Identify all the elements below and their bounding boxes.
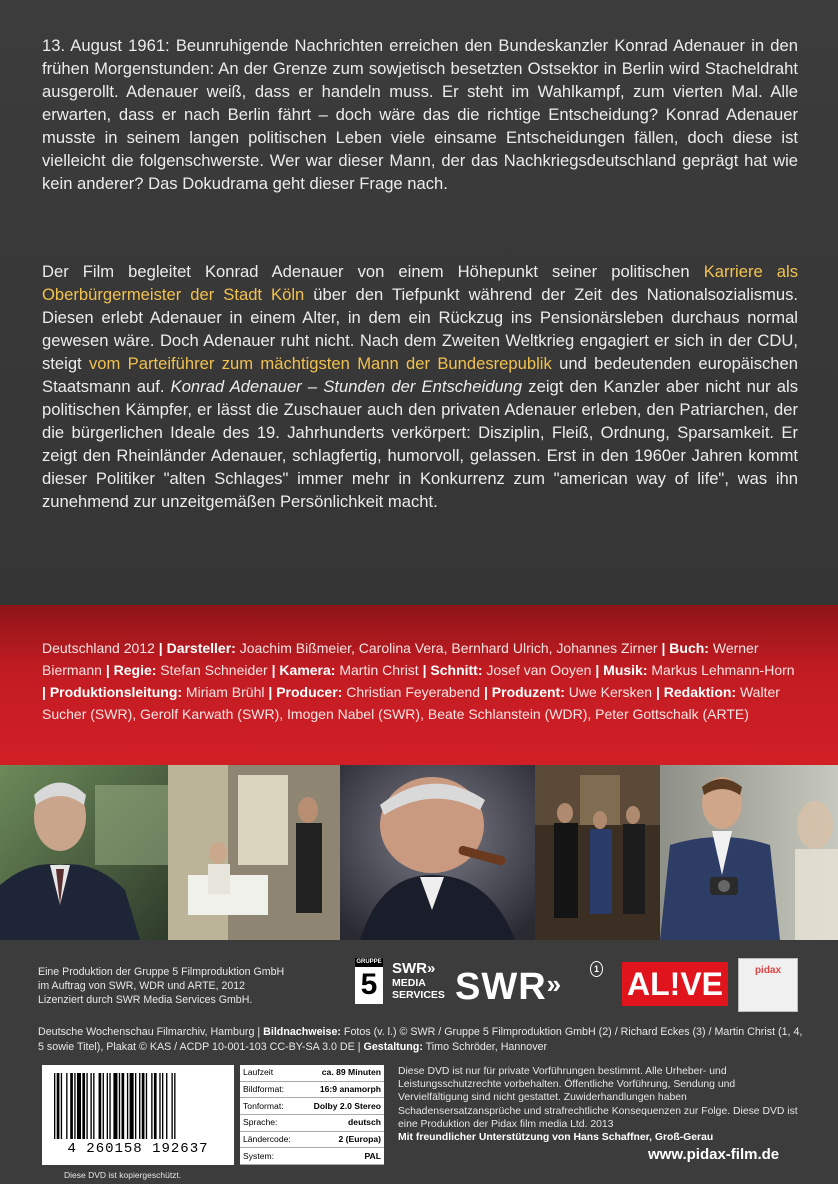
credit-produktionsleitung: Miriam Brühl — [182, 684, 265, 700]
spec-row — [240, 1065, 384, 1081]
credit-country-year: Deutschland 2012 — [42, 640, 155, 656]
film-still-1 — [0, 765, 168, 940]
legal-text: Diese DVD ist nur für private Vorführungen bestimmt. Alle Urheber- und Leistungsschutzrechte vorbehalten. Öffentliche Vorführung, Sendung und Vervielfältigung sind nicht gestattet. Zuwiderhandlungen haben Schadensersatzansprüche und strafrechtliche Konsequenzen zur Folge. Diese DVD ist eine Produktion der Pidax film media Ltd. 2013 — [398, 1066, 798, 1130]
film-still-2 — [168, 765, 340, 940]
spec-label: Laufzeit — [240, 1065, 301, 1081]
alive-logo: AL!VE — [622, 962, 728, 1006]
credit-darsteller: Joachim Bißmeier, Carolina Vera, Bernhard Ulrich, Johannes Zirner — [235, 640, 658, 656]
synopsis-paragraph-1: 13. August 1961: Beunruhigende Nachrichten erreichen den Bundeskanzler Konrad Adenauer in den frühen Morgenstunden: An der Grenze zum sowjetisch besetzten Ostsektor in Berlin wird Stacheldraht ausgerollt. Adenauer weiß, dass er handeln muss. Er steht im Wahlkampf, zum vierten Mal. Alle erwarten, dass er nach Berlin fährt – doch wäre das die richtige Entscheidung? Konrad Adenauer musste in seinem langen politischen Leben viele einsame Entscheidungen fällen, doch diese ist vielleicht die folgenschwerste. Wer war dieser Mann, der das Nachkriegsdeutschland geprägt hat wie kein anderer? Das Dokudrama geht dieser Frage nach. — [42, 36, 798, 193]
film-still-4 — [535, 765, 660, 940]
production-info — [38, 965, 328, 1007]
spec-label: Ländercode: — [240, 1131, 301, 1148]
photo-credits — [38, 1025, 808, 1055]
gruppe5-logo-num: 5 — [360, 968, 378, 1001]
legal-thanks: Mit freundlicher Unterstützung von Hans Schaffner, Groß-Gerau — [398, 1132, 714, 1144]
credit-label-produktionsleitung: Produktionsleitung: — [49, 684, 183, 700]
spec-value: Dolby 2.0 Stereo — [301, 1098, 384, 1115]
credit-label-buch: Buch: — [669, 640, 709, 656]
spec-value: 16:9 anamorph — [301, 1081, 384, 1098]
design-credits-text: Timo Schröder, Hannover — [422, 1041, 548, 1053]
credit-schnitt: Josef van Ooyen — [482, 662, 592, 678]
spec-label: Tonformat: — [240, 1098, 301, 1115]
credit-label-redaktion: Redaktion: — [663, 684, 737, 700]
credit-produzent: Uwe Kersken — [564, 684, 653, 700]
production-line-3: Lizenziert durch SWR Media Services GmbH. — [38, 994, 253, 1006]
swr-media-services-logo — [392, 960, 450, 1001]
credit-kamera: Martin Christ — [335, 662, 419, 678]
credit-label-regie: Regie: — [113, 662, 157, 678]
highlight-bundesrepublik: vom Parteiführer zum mächtigsten Mann der Bundesrepublik — [89, 354, 552, 373]
still-4-image — [535, 765, 660, 940]
film-stills-strip — [0, 765, 838, 940]
gruppe5-logo-top: GRUPPE — [356, 959, 382, 965]
credit-label-musik: Musik: — [603, 662, 648, 678]
credit-buch: Werner Biermann — [42, 640, 759, 678]
photo-credits-archive: Deutsche Wochenschau Filmarchiv, Hamburg | — [38, 1026, 264, 1038]
barcode — [42, 1065, 234, 1165]
credit-label-producer: Producer: — [276, 684, 343, 700]
production-line-2: im Auftrag von SWR, WDR und ARTE, 2012 — [38, 980, 246, 992]
still-3-image — [340, 765, 535, 940]
credit-label-kamera: Kamera: — [279, 662, 336, 678]
barcode-number: 4 260158 192637 — [67, 1141, 209, 1157]
spec-row — [240, 1148, 384, 1165]
credits: Deutschland 2012 | Darsteller: Joachim Bißmeier, Carolina Vera, Bernhard Ulrich, Johannes Zirner | Buch: Werner Biermann | Regie: Stefan Schneider | Kamera: Martin Christ | Schnitt: Josef van Ooyen | Musik: Markus Lehmann-Horn | Produktionsleitung: Miriam Brühl | Producer: Christian Feyerabend | Produzent: Uwe Kersken | Redaktion: Walter Sucher (SWR), Gerolf Karwath (SWR), Imogen Nabel (SWR), Beate Schlanstein (WDR), Peter Gottschalk (ARTE) — [42, 640, 795, 722]
website-link[interactable]: www.pidax-film.de — [648, 1146, 780, 1163]
ard-logo-icon: 1 — [590, 961, 603, 977]
legal-notice — [398, 1065, 806, 1144]
synopsis-text: zeigt den Kanzler aber nicht nur als politischen Kämpfer, er lässt die Zuschauer auch den privaten Adenauer erleben, den Patriarchen, der die bürgerlichen Ideale des 19. Jahrhunderts verkörpert: Disziplin, Fleiß, Ordnung, Sparsamkeit. Er zeigt den Rheinländer Adenauer, schlagfertig, humorvoll, gelassen. Erst in den 1960er Jahren kommt dieser Politiker "alten Schlages" immer mehr in Konkurrenz zum "american way of life", was ihn zunehmend zur unzeitgemäßen Persönlichkeit macht. — [42, 377, 798, 511]
spec-value: 2 (Europa) — [301, 1131, 384, 1148]
spec-value: deutsch — [301, 1114, 384, 1131]
spec-value: PAL — [301, 1148, 384, 1165]
pidax-logo-text: pidax — [754, 965, 782, 976]
synopsis-text: und bedeutenden europäischen Staatsmann auf. — [42, 354, 798, 396]
swr-logo-text: SWR — [455, 966, 547, 1008]
swr-arrows-icon: » — [546, 969, 563, 999]
swr-media-logo-line-2: MEDIA — [392, 977, 426, 989]
synopsis-text: über den Tiefpunkt während der Zeit des Nationalsozialismus. Diesen erlebt Adenauer in einem Alter, in dem ein Rückzug ins Pensionärsleben durchaus normal gewesen wäre. Doch Adenauer ruht nicht. Nach dem Zweiten Weltkrieg engagiert er sich in der CDU, steigt — [42, 285, 799, 373]
spec-row — [240, 1114, 384, 1131]
film-still-5 — [660, 765, 838, 940]
still-1-image — [0, 765, 168, 940]
copy-protection-note: Diese DVD ist kopiergeschützt. — [64, 1170, 182, 1180]
dvd-specs-table — [240, 1065, 384, 1165]
spec-value: ca. 89 Minuten — [301, 1065, 384, 1081]
swr-media-logo-line-3: SERVICES — [392, 989, 445, 1001]
credit-label-produzent: Produzent: — [491, 684, 565, 700]
credit-label-darsteller: Darsteller: — [166, 640, 236, 656]
still-5-image — [660, 765, 838, 940]
barcode-icon — [54, 1073, 222, 1139]
spec-row — [240, 1131, 384, 1148]
highlight-koeln: Karriere als Oberbürgermeister der Stadt Köln — [42, 262, 798, 304]
gruppe5-logo — [355, 958, 383, 1004]
photo-credits-text: Fotos (v. l.) © SWR / Gruppe 5 Filmproduktion GmbH (2) / Richard Eckes (3) / Martin Christ (1, 4, 5 sowie Titel), Plakat © KAS / ACDP 10-001-103 CC-BY-SA 3.0 DE | — [38, 1026, 803, 1053]
spec-label: Bildformat: — [240, 1081, 301, 1098]
synopsis-paragraph-2 — [42, 260, 798, 513]
film-title: Konrad Adenauer – Stunden der Entscheidung — [170, 377, 523, 396]
credit-redaktion: Walter Sucher (SWR), Gerolf Karwath (SWR), Imogen Nabel (SWR), Beate Schlanstein (WDR), Peter Gottschalk (ARTE) — [42, 684, 780, 722]
production-line-1: Eine Produktion der Gruppe 5 Filmproduktion GmbH — [38, 966, 285, 978]
film-still-3 — [340, 765, 535, 940]
swr-logo — [455, 962, 605, 1006]
spec-row — [240, 1098, 384, 1115]
pidax-logo — [738, 958, 798, 1012]
photo-credits-label: Bildnachweise: — [263, 1026, 341, 1038]
swr-media-logo-line-1: SWR» — [392, 960, 436, 977]
credit-musik: Markus Lehmann-Horn — [647, 662, 795, 678]
design-credits-label: Gestaltung: — [363, 1041, 423, 1053]
spec-row — [240, 1081, 384, 1098]
credit-regie: Stefan Schneider — [156, 662, 268, 678]
synopsis-text: Der Film begleitet Konrad Adenauer von einem Höhepunkt seiner politischen — [42, 262, 704, 281]
spec-label: System: — [240, 1148, 301, 1165]
still-2-image — [168, 765, 340, 940]
spec-label: Sprache: — [240, 1114, 301, 1131]
credit-label-schnitt: Schnitt: — [430, 662, 483, 678]
credit-producer: Christian Feyerabend — [342, 684, 481, 700]
